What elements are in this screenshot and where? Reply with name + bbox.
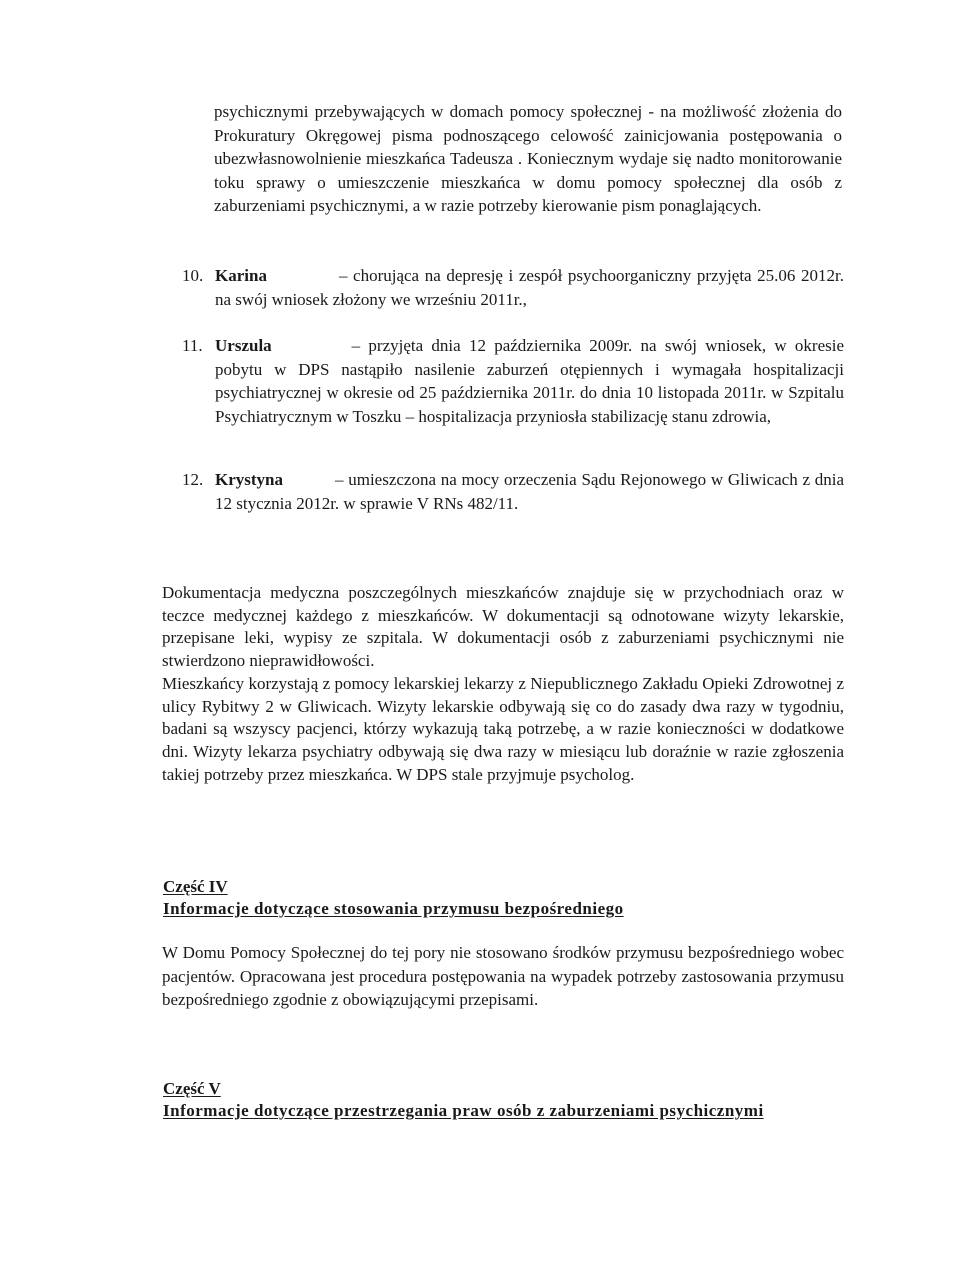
item-number: 10. xyxy=(182,266,204,285)
documentation-paragraph-2: Mieszkańcy korzystają z pomocy lekarskiej lekarzy z Niepublicznego Zakładu Opieki Zdrowotnej z ulicy Rybitwy 2 w Gliwicach. Wizyty lekarskie odbywają się co do zasady dwa razy w tygodniu, badani są wszyscy pacjenci, którzy wykazują taką potrzebę, a w razie konieczności w dodatkowe dni. Wizyty lekarza psychiatry odbywają się dwa razy w miesiącu lub doraźnie w razie zgłoszenia takiej potrzeby przez mieszkańca. W DPS stale przyjmuje psycholog. xyxy=(162,674,844,784)
list-item-12 xyxy=(182,468,844,515)
section-4-title: Informacje dotyczące stosowania przymusu bezpośredniego xyxy=(163,899,624,918)
documentation-paragraph-1: Dokumentacja medyczna poszczególnych mieszkańców znajduje się w przychodniach oraz w teczce medycznej każdego z mieszkańców. W dokumentacji są odnotowane wizyty lekarskie, przepisane leki, wypisy ze szpitala. W dokumentacji osób z zaburzeniami psychicznymi nie stwierdzono nieprawidłowości. xyxy=(162,583,844,671)
section-5-label: Część V xyxy=(163,1079,221,1098)
resident-name: Urszula xyxy=(215,336,272,355)
section-4-heading xyxy=(163,876,624,920)
resident-name: Karina xyxy=(215,266,267,285)
section-5-heading xyxy=(163,1078,764,1122)
item-body xyxy=(215,468,844,515)
item-text: – chorująca na depresję i zespół psychoorganiczny przyjęta 25.06 2012r. na swój wniosek złożony we wrześniu 2011r., xyxy=(215,266,844,309)
section-5-title: Informacje dotyczące przestrzegania praw osób z zaburzeniami psychicznymi xyxy=(163,1101,764,1120)
intro-paragraph: psychicznymi przebywających w domach pomocy społecznej - na możliwość złożenia do Prokuratury Okręgowej pisma podnoszącego celowość zainicjowania postępowania o ubezwłasnowolnienie mieszkańca Tadeusza . Koniecznym wydaje się nadto monitorowanie toku sprawy o umieszczenie mieszkańca w domu pomocy społecznej dla osób z zaburzeniami psychicznymi, a w razie potrzeby kierowanie pism ponaglających. xyxy=(214,102,842,215)
item-text: – przyjęta dnia 12 października 2009r. na swój wniosek, w okresie pobytu w DPS nastąpiło nasilenie zaburzeń otępiennych i wymagała hospitalizacji psychiatrycznej w okresie od 25 października 2011r. do dnia 10 listopada 2011r. w Szpitalu Psychiatrycznym w Toszku – hospitalizacja przyniosła stabilizację stanu zdrowia, xyxy=(215,336,844,426)
item-body xyxy=(215,264,844,311)
item-text: – umieszczona na mocy orzeczenia Sądu Rejonowego w Gliwicach z dnia 12 stycznia 2012r. w sprawie V RNs 482/11. xyxy=(215,470,844,513)
section-4-label: Część IV xyxy=(163,877,228,896)
list-item-10 xyxy=(182,264,844,311)
item-number: 12. xyxy=(182,470,204,489)
item-body xyxy=(215,334,844,428)
section-4-body: W Domu Pomocy Społecznej do tej pory nie stosowano środków przymusu bezpośredniego wobec pacjentów. Opracowana jest procedura postępowania na wypadek potrzeby zastosowania przymusu bezpośredniego zgodnie z obowiązującymi przepisami. xyxy=(162,943,844,1009)
list-item-11 xyxy=(182,334,844,428)
resident-name: Krystyna xyxy=(215,470,283,489)
item-number: 11. xyxy=(182,336,203,355)
